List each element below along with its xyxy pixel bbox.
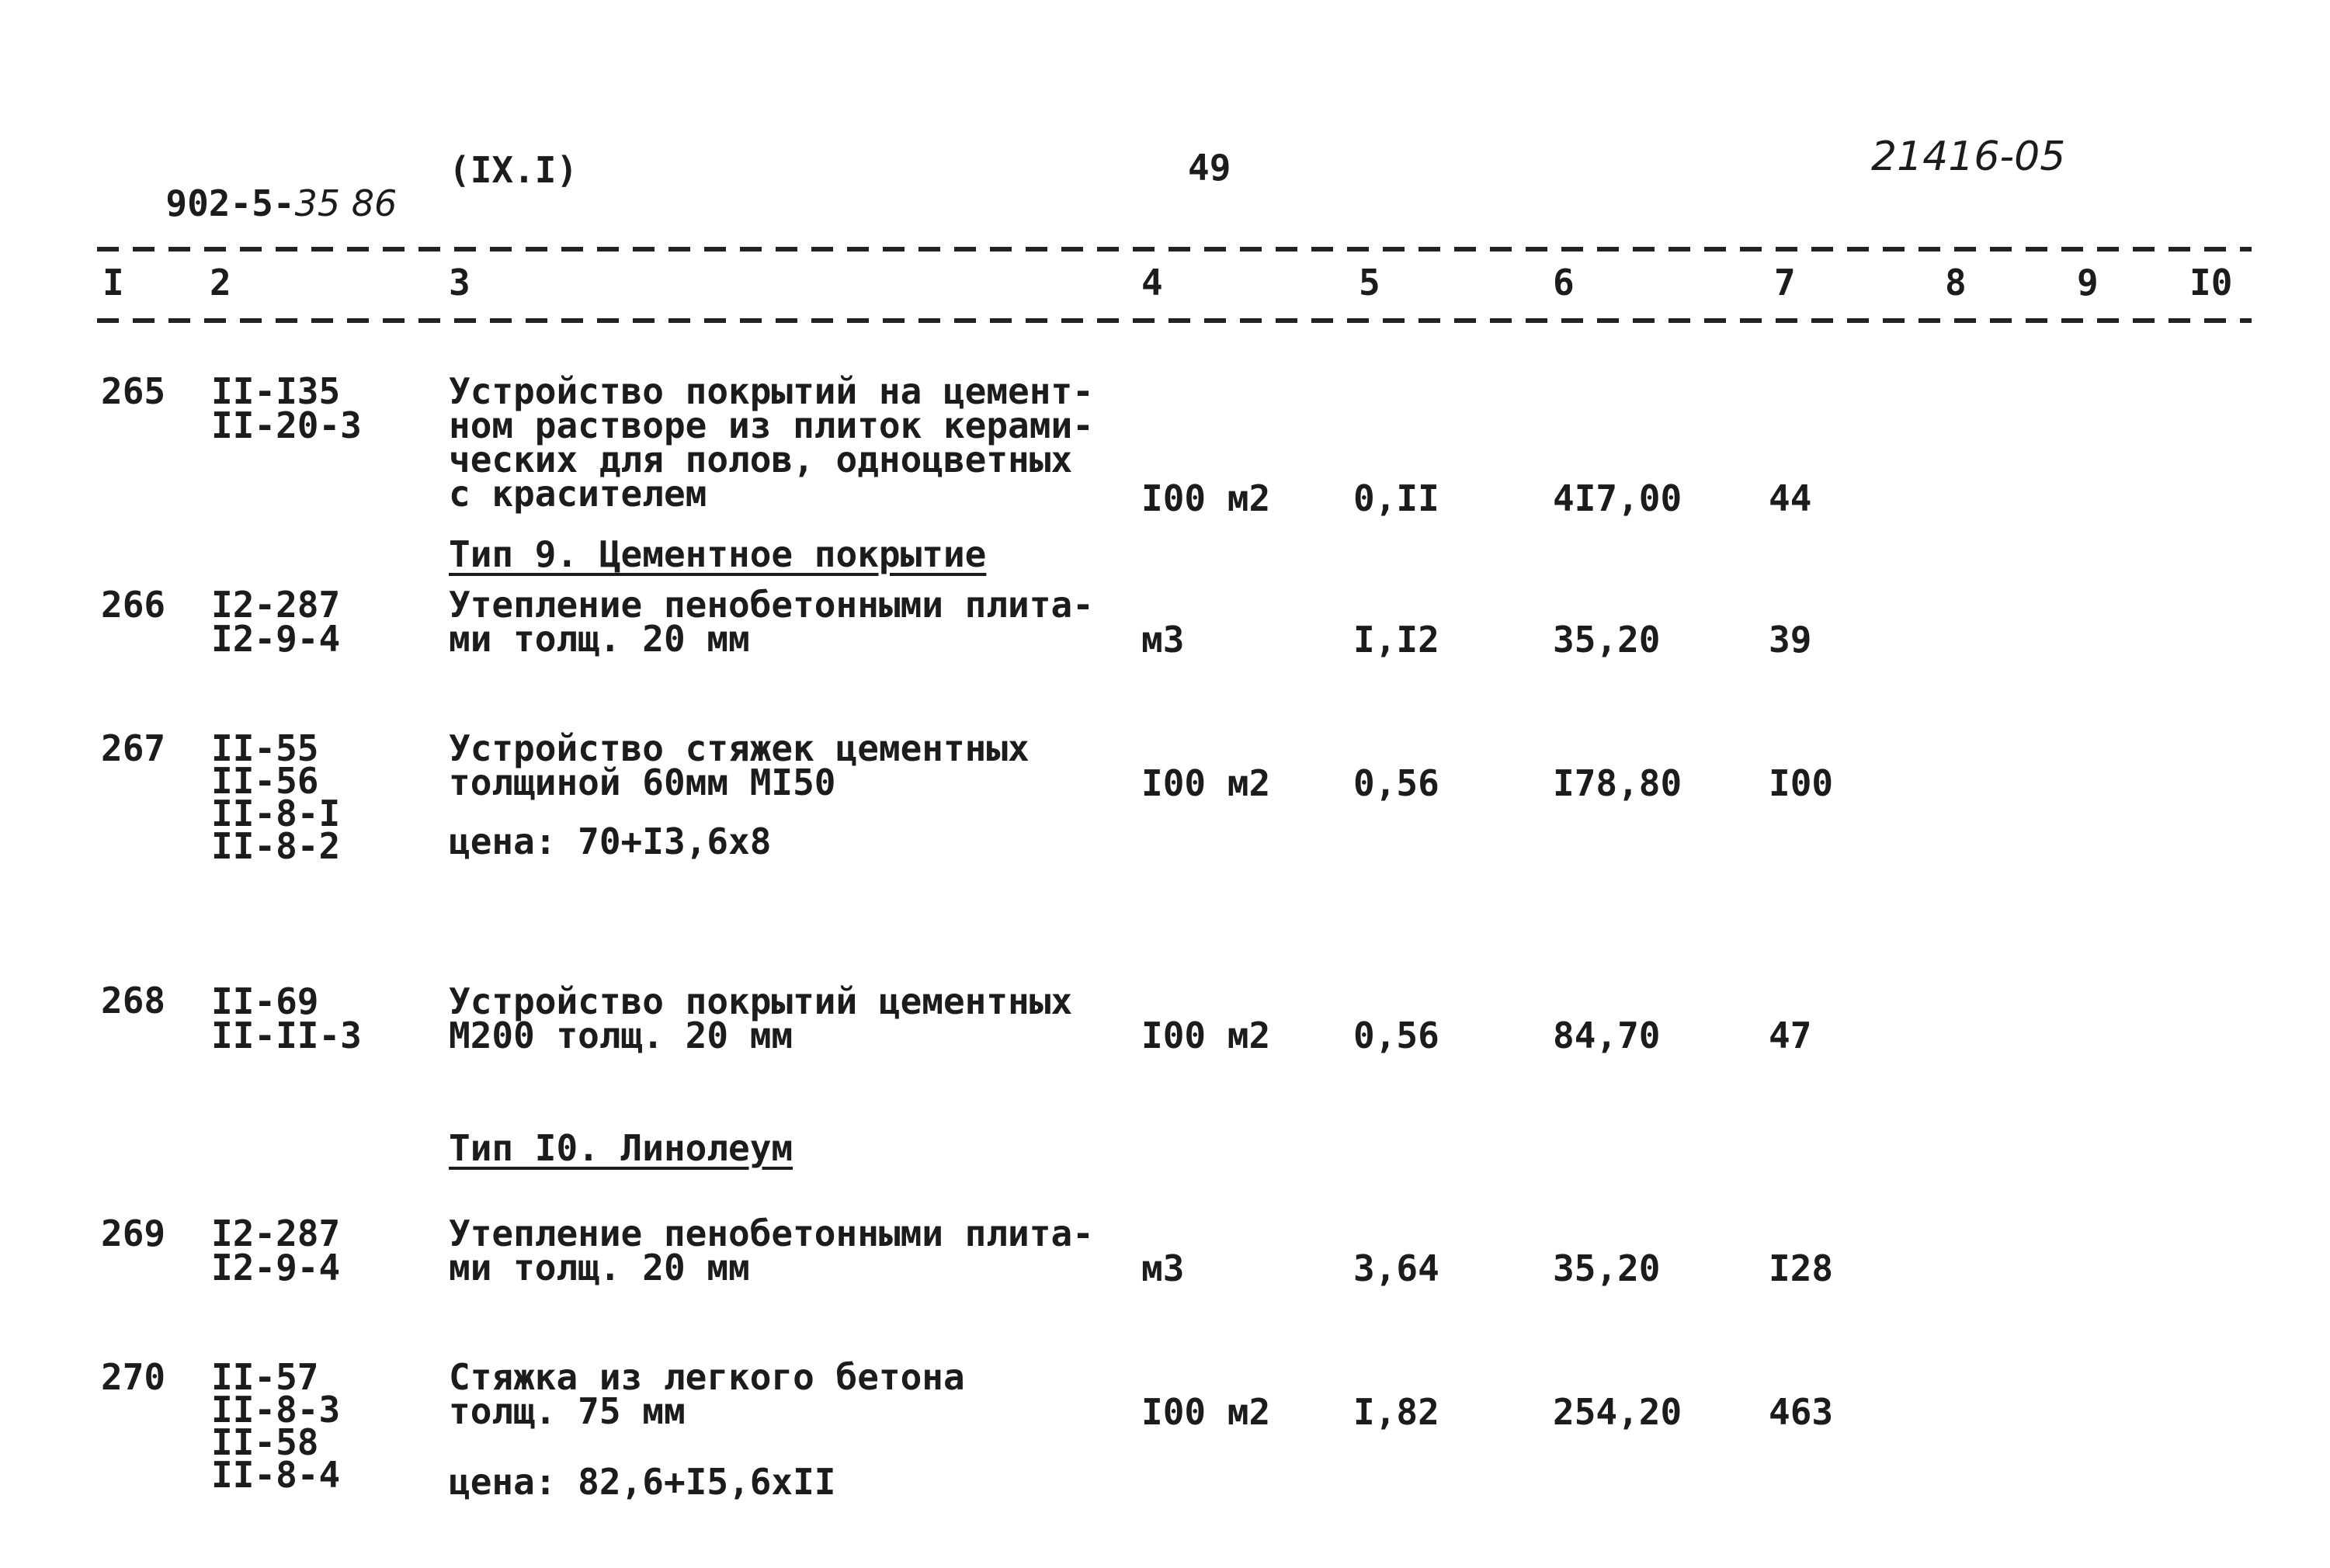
row-270-unit-price: 254,20 (1553, 1391, 1682, 1433)
row-268-code-1: II-69 (211, 980, 319, 1022)
row-266-description: Утепление пенобетонными плита- ми толщ. 20 мм (449, 584, 1094, 660)
row-268-total: 47 (1769, 1015, 1812, 1056)
page-number: 49 (1188, 147, 1231, 189)
row-270-code-3: II-58 (211, 1421, 319, 1463)
row-270-quantity: I,82 (1353, 1391, 1439, 1433)
row-269-quantity: 3,64 (1353, 1247, 1439, 1289)
section-heading-type-9: Тип 9. Цементное покрытие (449, 533, 987, 575)
row-267-quantity: 0,56 (1353, 762, 1439, 804)
row-266-code-1: I2-287 (211, 584, 341, 626)
row-267-price-note: цена: 70+I3,6х8 (449, 820, 772, 862)
header-top-rule (97, 247, 2252, 252)
row-267-code-4: II-8-2 (211, 825, 341, 867)
row-268-quantity: 0,56 (1353, 1015, 1439, 1056)
row-267-unit: I00 м2 (1141, 762, 1271, 804)
row-268-description: Устройство покрытий цементных М200 толщ. 20 мм (449, 980, 1073, 1056)
doc-code-print: 902-5- (165, 182, 295, 224)
row-269-total: I28 (1769, 1247, 1834, 1289)
row-268-number: 268 (101, 980, 166, 1022)
row-267-code-3: II-8-I (211, 793, 341, 834)
col-9-header: 9 (2077, 262, 2099, 304)
row-266-quantity: I,I2 (1353, 619, 1439, 661)
row-270-code-1: II-57 (211, 1356, 319, 1398)
row-265-unit-price: 4I7,00 (1553, 477, 1682, 519)
col-6-header: 6 (1553, 262, 1575, 304)
row-265-number: 265 (101, 370, 166, 412)
row-268-unit: I00 м2 (1141, 1015, 1271, 1056)
row-266-number: 266 (101, 584, 166, 626)
row-265-code-1: II-I35 (211, 370, 341, 412)
row-266-total: 39 (1769, 619, 1812, 661)
row-265-code-2: II-20-3 (211, 404, 362, 446)
row-269-code-1: I2-287 (211, 1212, 341, 1254)
row-267-description: Устройство стяжек цементных толщиной 60мм МI50 (449, 727, 1030, 803)
row-267-unit-price: I78,80 (1553, 762, 1682, 804)
row-267-total: I00 (1769, 762, 1834, 804)
col-1-header: I (102, 262, 124, 304)
col-5-header: 5 (1359, 262, 1380, 304)
row-269-unit: м3 (1141, 1247, 1185, 1289)
section-heading-type-10: Тип I0. Линолеум (449, 1127, 793, 1169)
row-265-description: Устройство покрытий на цемент- ном растворе из плиток керами- ческих для полов, одноцветных с красителем (449, 370, 1094, 515)
col-8-header: 8 (1945, 262, 1967, 304)
row-269-code-2: I2-9-4 (211, 1247, 341, 1289)
row-269-unit-price: 35,20 (1553, 1247, 1661, 1289)
row-269-number: 269 (101, 1212, 166, 1254)
section-code: (IX.I) (449, 149, 578, 191)
row-270-total: 463 (1769, 1391, 1834, 1433)
row-270-code-2: II-8-3 (211, 1389, 341, 1431)
row-270-unit: I00 м2 (1141, 1391, 1271, 1433)
col-3-header: 3 (449, 262, 471, 304)
row-270-description: Стяжка из легкого бетона толщ. 75 мм (449, 1356, 965, 1432)
col-10-header: I0 (2189, 262, 2233, 304)
row-270-code-4: II-8-4 (211, 1454, 341, 1496)
row-267-code-2: II-56 (211, 760, 319, 802)
col-2-header: 2 (210, 262, 231, 304)
col-4-header: 4 (1141, 262, 1163, 304)
reference-number: 21416-05 (1871, 134, 2066, 180)
row-266-unit: м3 (1141, 619, 1185, 661)
col-7-header: 7 (1774, 262, 1796, 304)
row-270-price-note: цена: 82,6+I5,6хII (449, 1461, 836, 1503)
row-270-number: 270 (101, 1356, 166, 1398)
header-bottom-rule (97, 318, 2252, 323)
row-266-unit-price: 35,20 (1553, 619, 1661, 661)
row-265-quantity: 0,II (1353, 477, 1439, 519)
doc-code (123, 147, 397, 222)
row-266-code-2: I2-9-4 (211, 618, 341, 660)
row-265-unit: I00 м2 (1141, 477, 1271, 519)
row-267-number: 267 (101, 727, 166, 769)
row-265-total: 44 (1769, 477, 1812, 519)
row-268-unit-price: 84,70 (1553, 1015, 1661, 1056)
row-268-code-2: II-II-3 (211, 1015, 362, 1056)
doc-code-handwritten: 35 86 (294, 182, 398, 224)
row-267-code-1: II-55 (211, 727, 319, 769)
row-269-description: Утепление пенобетонными плита- ми толщ. 20 мм (449, 1212, 1094, 1289)
